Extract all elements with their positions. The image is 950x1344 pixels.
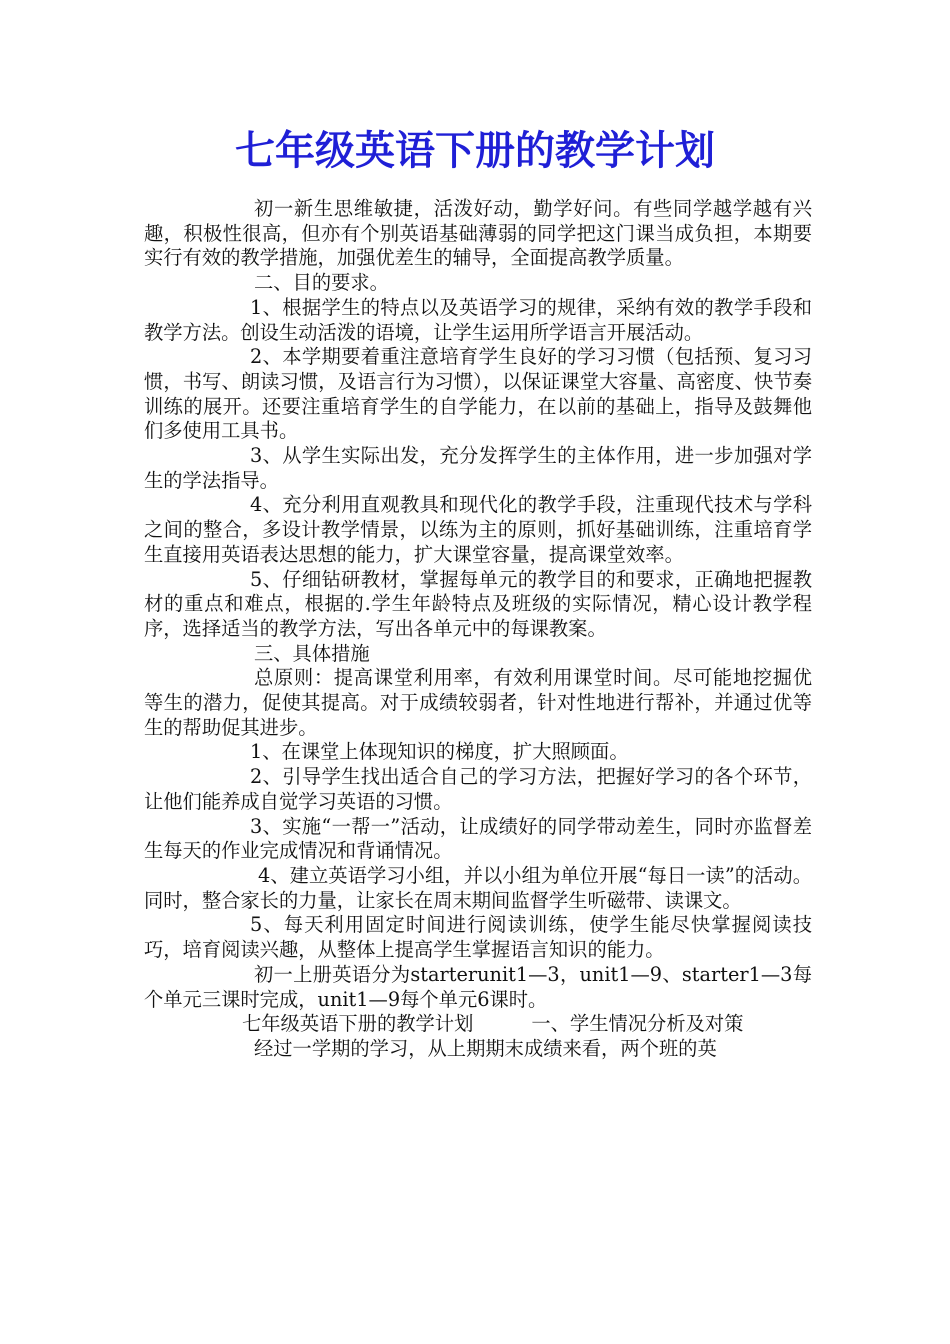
paragraph-goal-1: 1、根据学生的特点以及英语学习的规律，采纳有效的教学手段和教学方法。创设生动活泼的语境，让学生运用所学语言开展活动。 (144, 295, 812, 344)
paragraph-principle: 总原则：提高课堂利用率，有效利用课堂时间。尽可能地挖掘优等生的潜力，促使其提高。对于成绩较弱者，针对性地进行帮补，并通过优等生的帮助促其进步。 (144, 666, 812, 739)
heading-measures: 三、具体措施 (254, 641, 370, 665)
paragraph-measure-4: 4、建立英语学习小组，并以小组为单位开展“每日一读”的活动。同时，整合家长的力量，让家长在周末期间监督学生听磁带、读课文。 (144, 863, 812, 912)
paragraph-units: 初一上册英语分为starterunit1—3，unit1—9、starter1—3每个单元三课时完成，unit1—9每个单元6课时。 (144, 962, 812, 1011)
section-one-heading: 一、学生情况分析及对策 (531, 1012, 744, 1036)
paragraph-last: 经过一学期的学习，从上期期末成绩来看，两个班的英 (254, 1036, 717, 1060)
paragraph-goal-5: 5、仔细钻研教材，掌握每单元的教学目的和要求，正确地把握教材的重点和难点，根据的.学生年龄特点及班级的实际情况，精心设计教学程序，选择适当的教学方法，写出各单元中的每课教案。 (144, 567, 812, 640)
repeat-heading-line (144, 1012, 812, 1037)
paragraph-goal-3: 3、从学生实际出发，充分发挥学生的主体作用，进一步加强对学生的学法指导。 (144, 444, 812, 492)
paragraph-measure-1: 1、在课堂上体现知识的梯度，扩大照顾面。 (250, 740, 629, 764)
document-title: 七年级英语下册的教学计划 (235, 127, 715, 174)
paragraph-intro: 初一新生思维敏捷，活泼好动，勤学好问。有些同学越学越有兴趣，积极性很高，但亦有个别英语基础薄弱的同学把这门课当成负担，本期要实行有效的教学措施，加强优差生的辅导，全面提高教学质量。 (144, 197, 812, 270)
paragraph-goal-4: 4、充分利用直观教具和现代化的教学手段，注重现代技术与学科之间的整合，多设计教学情景，以练为主的原则，抓好基础训练，注重培育学生直接用英语表达思想的能力，扩大课堂容量，提高课堂效率。 (144, 493, 812, 566)
document-body (144, 197, 812, 1062)
paragraph-measure-3: 3、实施“一帮一”活动，让成绩好的同学带动差生，同时亦监督差生每天的作业完成情况和背诵情况。 (144, 814, 812, 863)
repeat-title: 七年级英语下册的教学计划 (242, 1012, 474, 1036)
paragraph-measure-5: 5、每天利用固定时间进行阅读训练，使学生能尽快掌握阅读技巧，培育阅读兴趣，从整体上提高学生掌握语言知识的能力。 (144, 913, 812, 962)
heading-goals: 二、目的要求。 (254, 271, 389, 295)
paragraph-goal-2: 2、本学期要着重注意培育学生良好的学习习惯（包括预、复习习惯，书写、朗读习惯，及语言行为习惯），以保证课堂大容量、高密度、快节奏训练的展开。还要注重培育学生的自学能力，在以前的基础上，指导及鼓舞他们多使用工具书。 (144, 345, 812, 443)
paragraph-measure-2: 2、引导学生找出适合自己的学习方法，把握好学习的各个环节，让他们能养成自觉学习英语的习惯。 (144, 765, 812, 813)
